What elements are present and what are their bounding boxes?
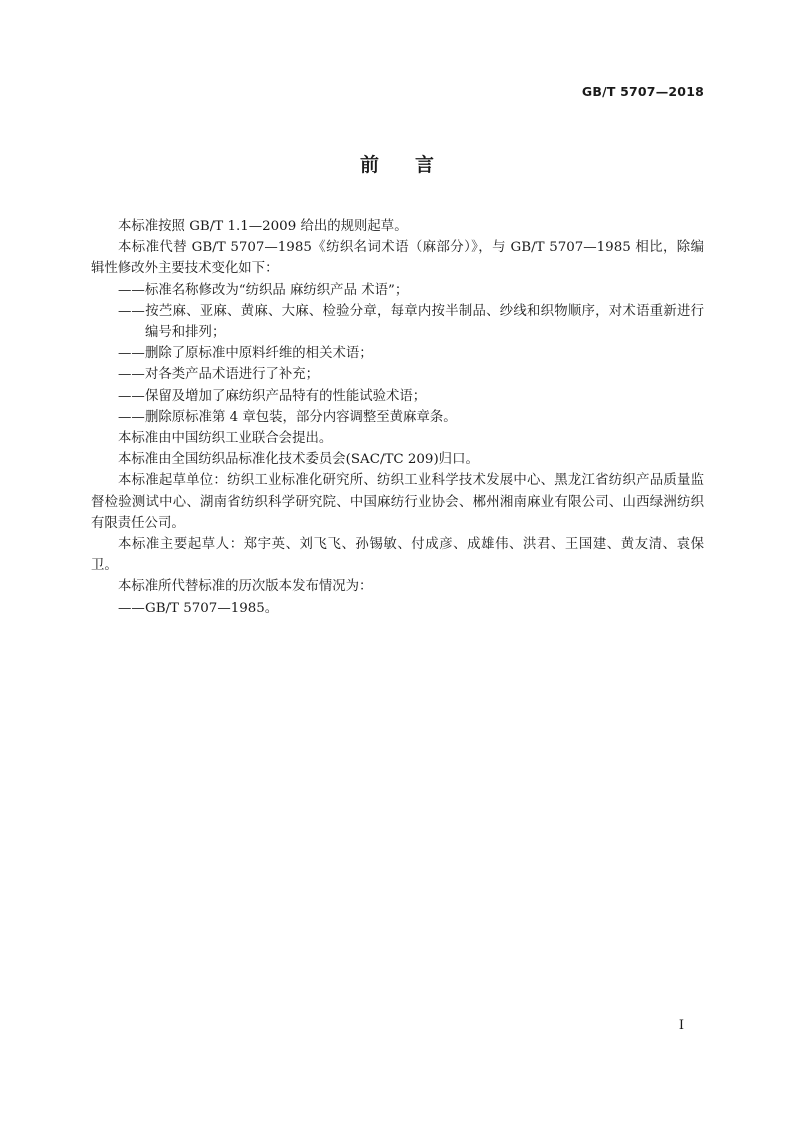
paragraph-committee: 本标准由全国纺织品标准化技术委员会(SAC/TC 209)归口。 — [118, 452, 479, 468]
list-item-text: 对各类产品术语进行了补充； — [145, 367, 320, 383]
page-number: I — [678, 1018, 684, 1033]
page-title: 前言 — [359, 154, 470, 176]
list-dash: —— — [118, 367, 145, 383]
paragraph-history: 本标准所代替标准的历次版本发布情况为： — [118, 579, 373, 595]
list-item — [91, 343, 704, 364]
history-item — [91, 598, 704, 619]
list-dash: —— — [118, 282, 145, 298]
paragraph-drafting-rules: 本标准按照 GB/T 1.1—2009 给出的规则起草。 — [118, 219, 408, 234]
paragraph-drafters: 本标准主要起草人：郑宇英、刘飞飞、孙锡敏、付成彦、成雄伟、洪君、王国建、黄友清、袁保卫。 — [91, 537, 704, 574]
list-item — [91, 301, 704, 343]
list-item — [91, 407, 704, 428]
history-item-text: GB/T 5707—1985。 — [145, 600, 279, 616]
paragraph-replacement: 本标准代替 GB/T 5707—1985《纺织名词术语（麻部分）》，与 GB/T 5707—1985 相比，除编辑性修改外主要技术变化如下： — [91, 240, 704, 277]
list-dash: —— — [118, 346, 145, 362]
list-item — [91, 280, 704, 301]
list-dash: —— — [118, 409, 145, 425]
document-body — [91, 216, 704, 619]
list-item — [91, 386, 704, 407]
list-item-text: 保留及增加了麻纺织产品特有的性能试验术语； — [145, 388, 427, 404]
list-dash: —— — [118, 303, 145, 319]
paragraph-proposer: 本标准由中国纺织工业联合会提出。 — [118, 431, 333, 447]
paragraph-drafting-units: 本标准起草单位：纺织工业标准化研究所、纺织工业科学技术发展中心、黑龙江省纺织产品质量监督检验测试中心、湖南省纺织科学研究院、中国麻纺行业协会、郴州湘南麻业有限公司、山西绿洲纺织有限责任公司。 — [91, 473, 704, 531]
list-dash: —— — [118, 388, 145, 404]
list-item-text: 标准名称修改为“纺织品 麻纺织产品 术语”； — [145, 282, 409, 298]
standard-number: GB/T 5707—2018 — [581, 84, 704, 99]
list-item-text: 删除了原标准中原料纤维的相关术语； — [145, 346, 373, 362]
list-item-text: 删除原标准第 4 章包装，部分内容调整至黄麻章条。 — [145, 409, 457, 425]
list-item-text: 按苎麻、亚麻、黄麻、大麻、检验分章，每章内按半制品、纱线和织物顺序，对术语重新进行编号和排列； — [145, 303, 704, 341]
list-dash: —— — [118, 600, 145, 616]
list-item — [91, 364, 704, 385]
